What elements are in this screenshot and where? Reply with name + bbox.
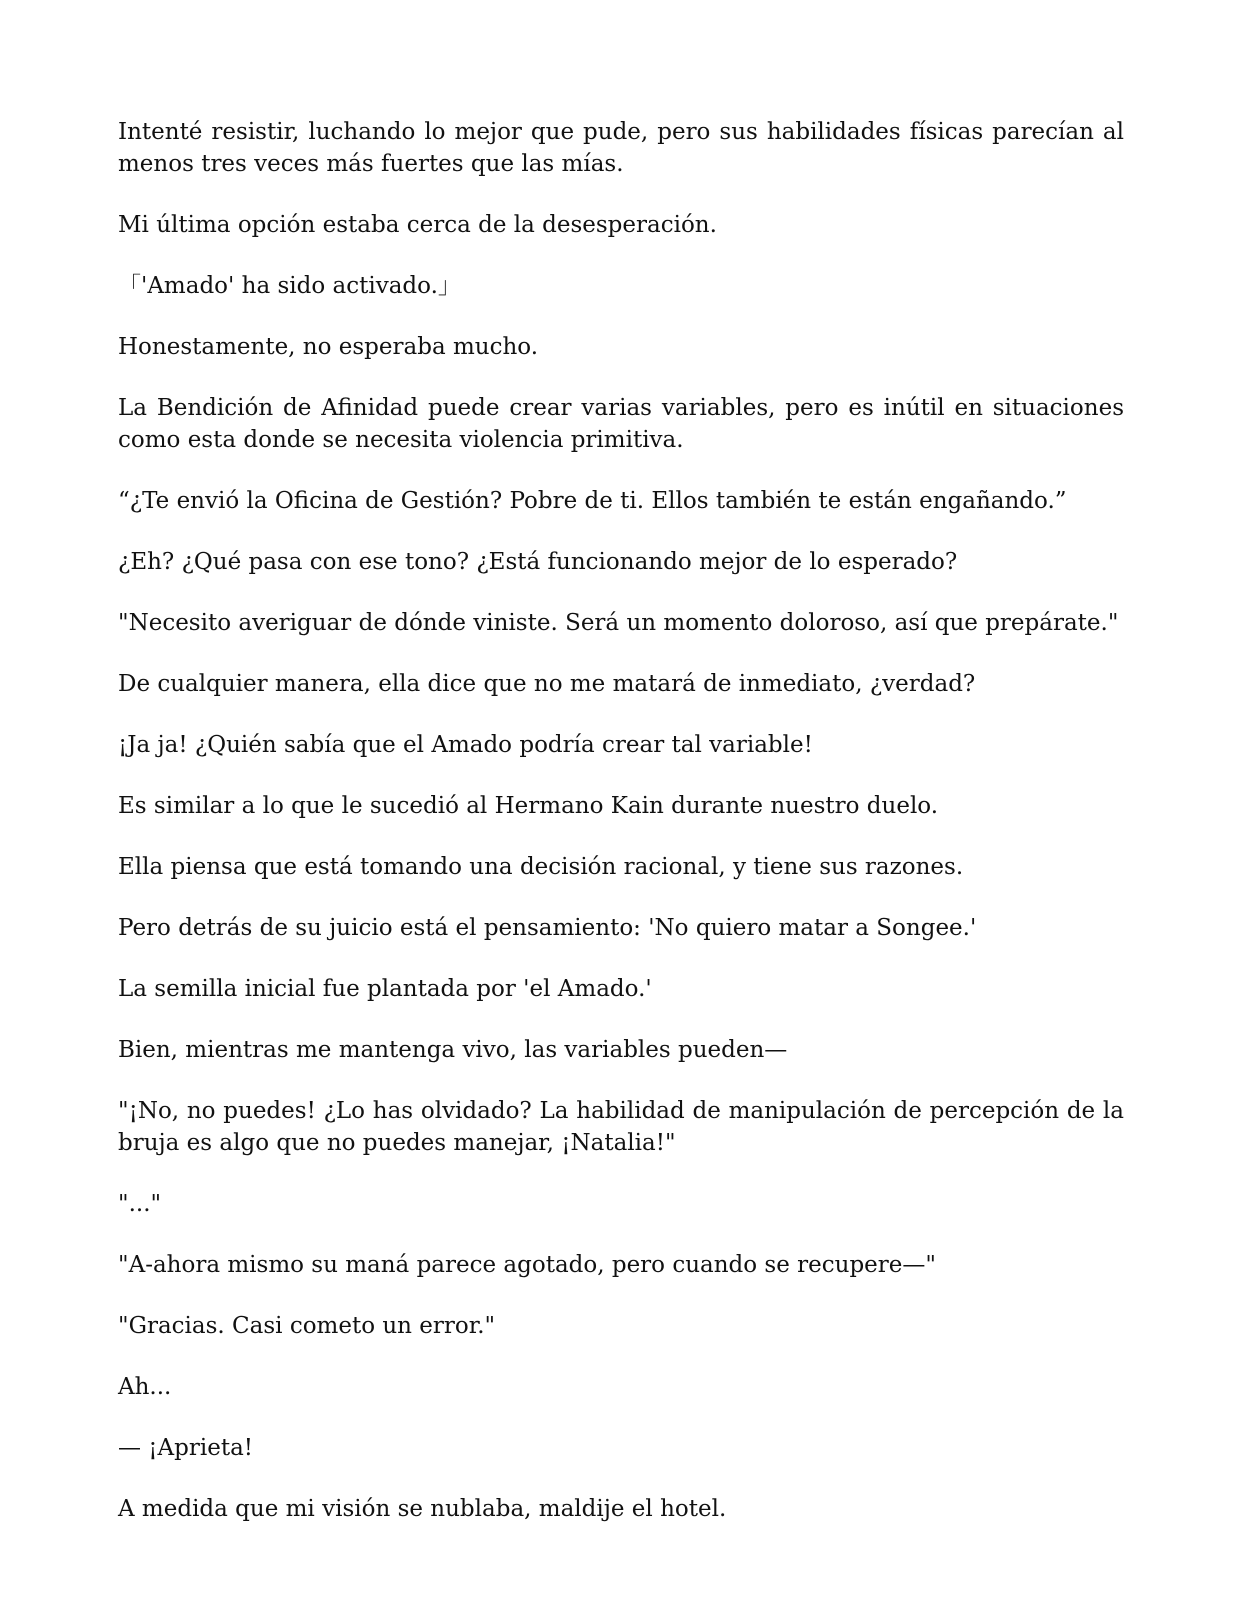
paragraph-4: Honestamente, no esperaba mucho.: [118, 334, 539, 360]
paragraph-8: "Necesito averiguar de dónde viniste. Será un momento doloroso, así que prepárate.": [118, 610, 1119, 636]
paragraph-2: Mi última opción estaba cerca de la desesperación.: [118, 212, 717, 238]
paragraph-21: — ¡Aprieta!: [118, 1435, 254, 1461]
paragraph-12: Ella piensa que está tomando una decisión racional, y tiene sus razones.: [118, 854, 964, 880]
paragraph-14: La semilla inicial fue plantada por 'el Amado.': [118, 976, 652, 1002]
paragraph-17: "...": [118, 1191, 162, 1217]
paragraph-13: Pero detrás de su juicio está el pensamiento: 'No quiero matar a Songee.': [118, 915, 977, 941]
paragraph-3: 「'Amado' ha sido activado.」: [118, 273, 461, 299]
paragraph-20: Ah...: [118, 1374, 172, 1400]
paragraph-11: Es similar a lo que le sucedió al Hermano Kain durante nuestro duelo.: [118, 793, 939, 819]
document-body: [118, 116, 1124, 1554]
paragraph-16: "¡No, no puedes! ¿Lo has olvidado? La habilidad de manipulación de percepción de la bruja es algo que no puedes manejar, ¡Natalia!": [118, 1098, 1124, 1156]
paragraph-5: La Bendición de Afinidad puede crear varias variables, pero es inútil en situaciones como esta donde se necesita violencia primitiva.: [118, 395, 1124, 453]
paragraph-1: Intenté resistir, luchando lo mejor que pude, pero sus habilidades físicas parecían al menos tres veces más fuertes que las mías.: [118, 119, 1124, 177]
paragraph-19: "Gracias. Casi cometo un error.": [118, 1313, 496, 1339]
paragraph-15: Bien, mientras me mantenga vivo, las variables pueden—: [118, 1037, 788, 1063]
paragraph-18: "A-ahora mismo su maná parece agotado, pero cuando se recupere—": [118, 1252, 936, 1278]
paragraph-22: A medida que mi visión se nublaba, maldije el hotel.: [118, 1496, 727, 1522]
paragraph-9: De cualquier manera, ella dice que no me matará de inmediato, ¿verdad?: [118, 671, 976, 697]
paragraph-7: ¿Eh? ¿Qué pasa con ese tono? ¿Está funcionando mejor de lo esperado?: [118, 549, 958, 575]
paragraph-6: “¿Te envió la Oficina de Gestión? Pobre de ti. Ellos también te están engañando.”: [118, 488, 1067, 514]
paragraph-10: ¡Ja ja! ¿Quién sabía que el Amado podría crear tal variable!: [118, 732, 813, 758]
